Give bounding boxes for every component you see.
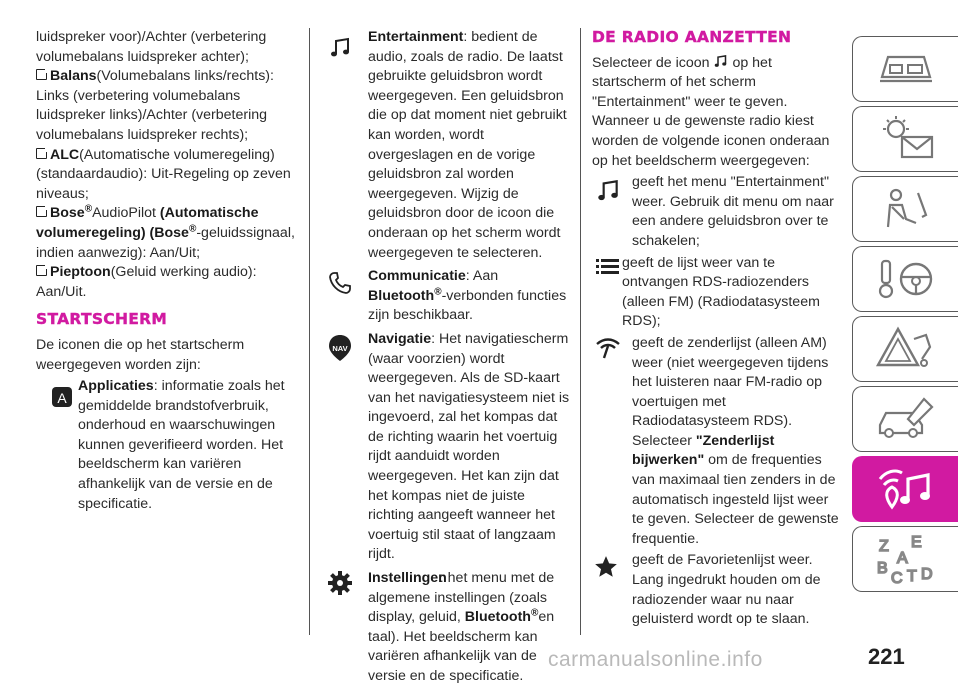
svg-text:T: T xyxy=(906,568,917,585)
intro-line-2: volumebalans luidspreker achter); xyxy=(36,48,249,65)
radio-intro-b: op het startscherm of het scherm "Entertainment" weer te geven. Wanneer u de gewenste radio kiest worden de volgende iconen onderaan op het beeldscherm weergegeven: xyxy=(592,54,830,169)
checkbox-icon xyxy=(36,148,47,159)
section-heading-startscherm: STARTSCHERM xyxy=(36,310,168,329)
radio-item-4-text: geeft de Favorietenlijst weer. Lang ingedrukt houden om de radiozender waar nu naar geluisterd wordt op te slaan. xyxy=(632,552,821,628)
alc-label: ALC xyxy=(50,146,80,163)
svg-text:C: C xyxy=(890,570,903,585)
radio-item-3-bold: "Zenderlijst bijwerken" xyxy=(632,432,775,469)
applicaties-label: Applicaties xyxy=(78,378,154,395)
section-heading-radio: DE RADIO AANZETTEN xyxy=(592,28,792,46)
radio-item-1-text: geeft het menu "Entertainment" weer. Gebruik dit menu om naar een andere geluidsbron over te schakelen; xyxy=(632,174,834,249)
tab-multimedia[interactable] xyxy=(852,456,958,522)
checkbox-icon xyxy=(36,265,47,276)
page-number: 221 xyxy=(868,644,905,669)
radio-item-3-text-b: om de frequenties van maximaal tien zenders in de automatisch ingesteld lijst weer te geven. Selecteer de gewenste frequentie. xyxy=(632,452,839,547)
column-3 xyxy=(592,28,842,630)
antenna-signal-icon xyxy=(594,334,622,362)
column-divider-1 xyxy=(309,28,310,635)
bluetooth-reg: ® xyxy=(434,285,442,297)
triangle-warning-icon xyxy=(874,325,938,373)
balans-paragraph xyxy=(36,67,304,145)
instellingen-paragraph xyxy=(320,569,570,687)
communicatie-text: : Aan xyxy=(465,268,499,285)
radio-item-entertainment xyxy=(592,173,842,251)
airbag-seatbelt-icon xyxy=(874,185,938,233)
navigation-icon xyxy=(326,334,354,362)
column-1 xyxy=(36,28,304,514)
car-dashboard-icon xyxy=(876,47,936,91)
index-letters-icon xyxy=(873,533,939,585)
pieptoon-text: (Geluid werking audio): Aan/Uit. xyxy=(36,264,257,300)
key-steering-wheel-icon xyxy=(874,255,938,303)
phone-icon xyxy=(326,269,354,297)
warning-lights-mail-icon xyxy=(874,115,938,163)
wrench-car-icon xyxy=(874,395,938,443)
tab-warning-lights[interactable] xyxy=(852,106,958,172)
tab-starting-driving[interactable] xyxy=(852,246,958,312)
bose-text-1: AudioPilot xyxy=(92,205,156,222)
tab-emergency[interactable] xyxy=(852,316,958,382)
nav-icon-text: NAV xyxy=(332,343,348,353)
bose-reg: ® xyxy=(84,203,93,215)
tab-dashboard[interactable] xyxy=(852,36,958,102)
column-2 xyxy=(320,28,570,687)
svg-text:A: A xyxy=(57,390,67,407)
instellingen-reg: ® xyxy=(530,607,539,619)
bose-reg-2: ® xyxy=(188,223,197,235)
list-icon xyxy=(594,252,622,280)
radio-item-list xyxy=(592,254,842,332)
music-note-icon xyxy=(594,177,622,205)
instellingen-bt: Bluetooth xyxy=(464,609,531,626)
entertainment-item xyxy=(320,28,570,263)
bose-paragraph xyxy=(36,204,304,263)
bluetooth-label: Bluetooth xyxy=(368,287,435,304)
svg-text:B: B xyxy=(876,560,888,577)
communicatie-item xyxy=(320,267,570,326)
instellingen-item xyxy=(320,569,570,687)
svg-text:A: A xyxy=(896,550,908,567)
entertainment-text: : bedient de audio, zoals de radio. De laatst gebruikte geluidsbron wordt weergegeven. Een geluidsbron die op dat moment niet gebruikt kan worden, wordt overgeslagen en de vorige geluidsbron zal worden weergegeven. Wijzig de geluidsbron door de icoon die onderaan op het scherm wordt weergegeven te selecteren. xyxy=(368,29,567,261)
tab-maintenance[interactable] xyxy=(852,386,958,452)
radio-item-3-paragraph xyxy=(592,334,842,550)
pieptoon-paragraph xyxy=(36,263,304,302)
communicatie-text-2: -verbonden functies zijn beschikbaar. xyxy=(368,287,567,324)
star-icon xyxy=(592,553,620,581)
bose-label: Bose xyxy=(50,205,85,222)
start-intro: De iconen die op het startscherm weergegeven worden zijn: xyxy=(36,336,245,373)
applicaties-text: : informatie zoals het gemiddelde brandstofverbruik, onderhoud en waarschuwingen kunnen geverifieerd worden. Het beeldscherm kan variëren afhankelijk van de versie en de specificatie. xyxy=(78,378,285,512)
applicaties-item xyxy=(36,377,304,514)
instellingen-label: Instellingen xyxy=(368,570,447,587)
checkbox-icon xyxy=(36,69,47,80)
chapter-tabs xyxy=(852,36,960,596)
navigatie-paragraph xyxy=(320,330,570,565)
applicaties-paragraph xyxy=(36,377,304,514)
balans-label: Balans xyxy=(50,68,97,85)
svg-text:Z: Z xyxy=(878,538,889,555)
radio-intro-a: Selecteer de icoon xyxy=(592,54,710,71)
navigatie-label: Navigatie xyxy=(368,330,432,347)
gear-icon xyxy=(326,569,354,597)
svg-text:E: E xyxy=(910,534,922,551)
bose-bold-2: (Automatische volumeregeling) (Bose xyxy=(36,205,259,241)
watermark: carmanualsonline.info xyxy=(548,648,763,671)
column-divider-2 xyxy=(580,28,581,635)
tab-safety[interactable] xyxy=(852,176,958,242)
communicatie-label: Communicatie xyxy=(368,268,466,285)
intro-line-1: luidspreker voor)/Achter (verbetering xyxy=(36,29,267,45)
alc-paragraph xyxy=(36,146,304,205)
music-note-inline-icon xyxy=(713,54,728,69)
balans-text: (Volumebalans links/rechts): Links (verbetering volumebalans luidspreker links)/Achter (verbetering volumebalans luidspreker rechts); xyxy=(36,68,274,143)
navigatie-item xyxy=(320,330,570,565)
navigatie-text: : Het navigatiescherm (waar voorzien) wordt weergegeven. Als de SD-kaart van het navigatiesysteem niet is ingevoerd, zal het kompas dat de richting waarin het voertuig rijdt aanduidt worden weergegeven. Het kan zijn dat het kompas niet de juiste richting aangeeft wanneer het voertuig stil staat of langzaam rijdt. xyxy=(368,330,570,563)
bose-text-2: -geluidssignaal, indien aanwezig): Aan/Uit; xyxy=(36,224,295,261)
svg-text:D: D xyxy=(920,566,933,583)
applications-icon xyxy=(48,383,76,411)
radio-intro xyxy=(592,54,842,172)
communicatie-paragraph xyxy=(320,267,570,326)
alc-text: (Automatische volumeregeling) (standaardaudio): Uit-Regeling op zeven niveaus; xyxy=(36,146,291,202)
radio-item-station-list xyxy=(592,334,842,550)
entertainment-paragraph xyxy=(320,28,570,263)
multimedia-music-icon xyxy=(874,463,938,515)
pieptoon-label: Pieptoon xyxy=(50,264,111,281)
tab-index[interactable] xyxy=(852,526,958,592)
entertainment-label: Entertainment xyxy=(368,29,464,45)
radio-item-2-text: geeft de lijst weer van te ontvangen RDS-radiozenders (alleen FM) (Radiodatasysteem RDS); xyxy=(622,254,820,330)
radio-item-favorites xyxy=(592,551,842,629)
instellingen-text-2: en taal). Het beeldscherm kan variëren afhankelijk van de versie en de specificatie. xyxy=(368,609,555,684)
music-note-icon xyxy=(326,34,354,62)
instellingen-text: : het menu met de algemene instellingen (zoals display, geluid, xyxy=(368,570,555,626)
checkbox-icon xyxy=(36,206,47,217)
radio-item-3-text: geeft de zenderlijst (alleen AM) weer (niet weergegeven tijdens het luisteren naar FM-radio op voertuigen met Radiodatasysteem RDS). Selecteer xyxy=(632,334,829,449)
